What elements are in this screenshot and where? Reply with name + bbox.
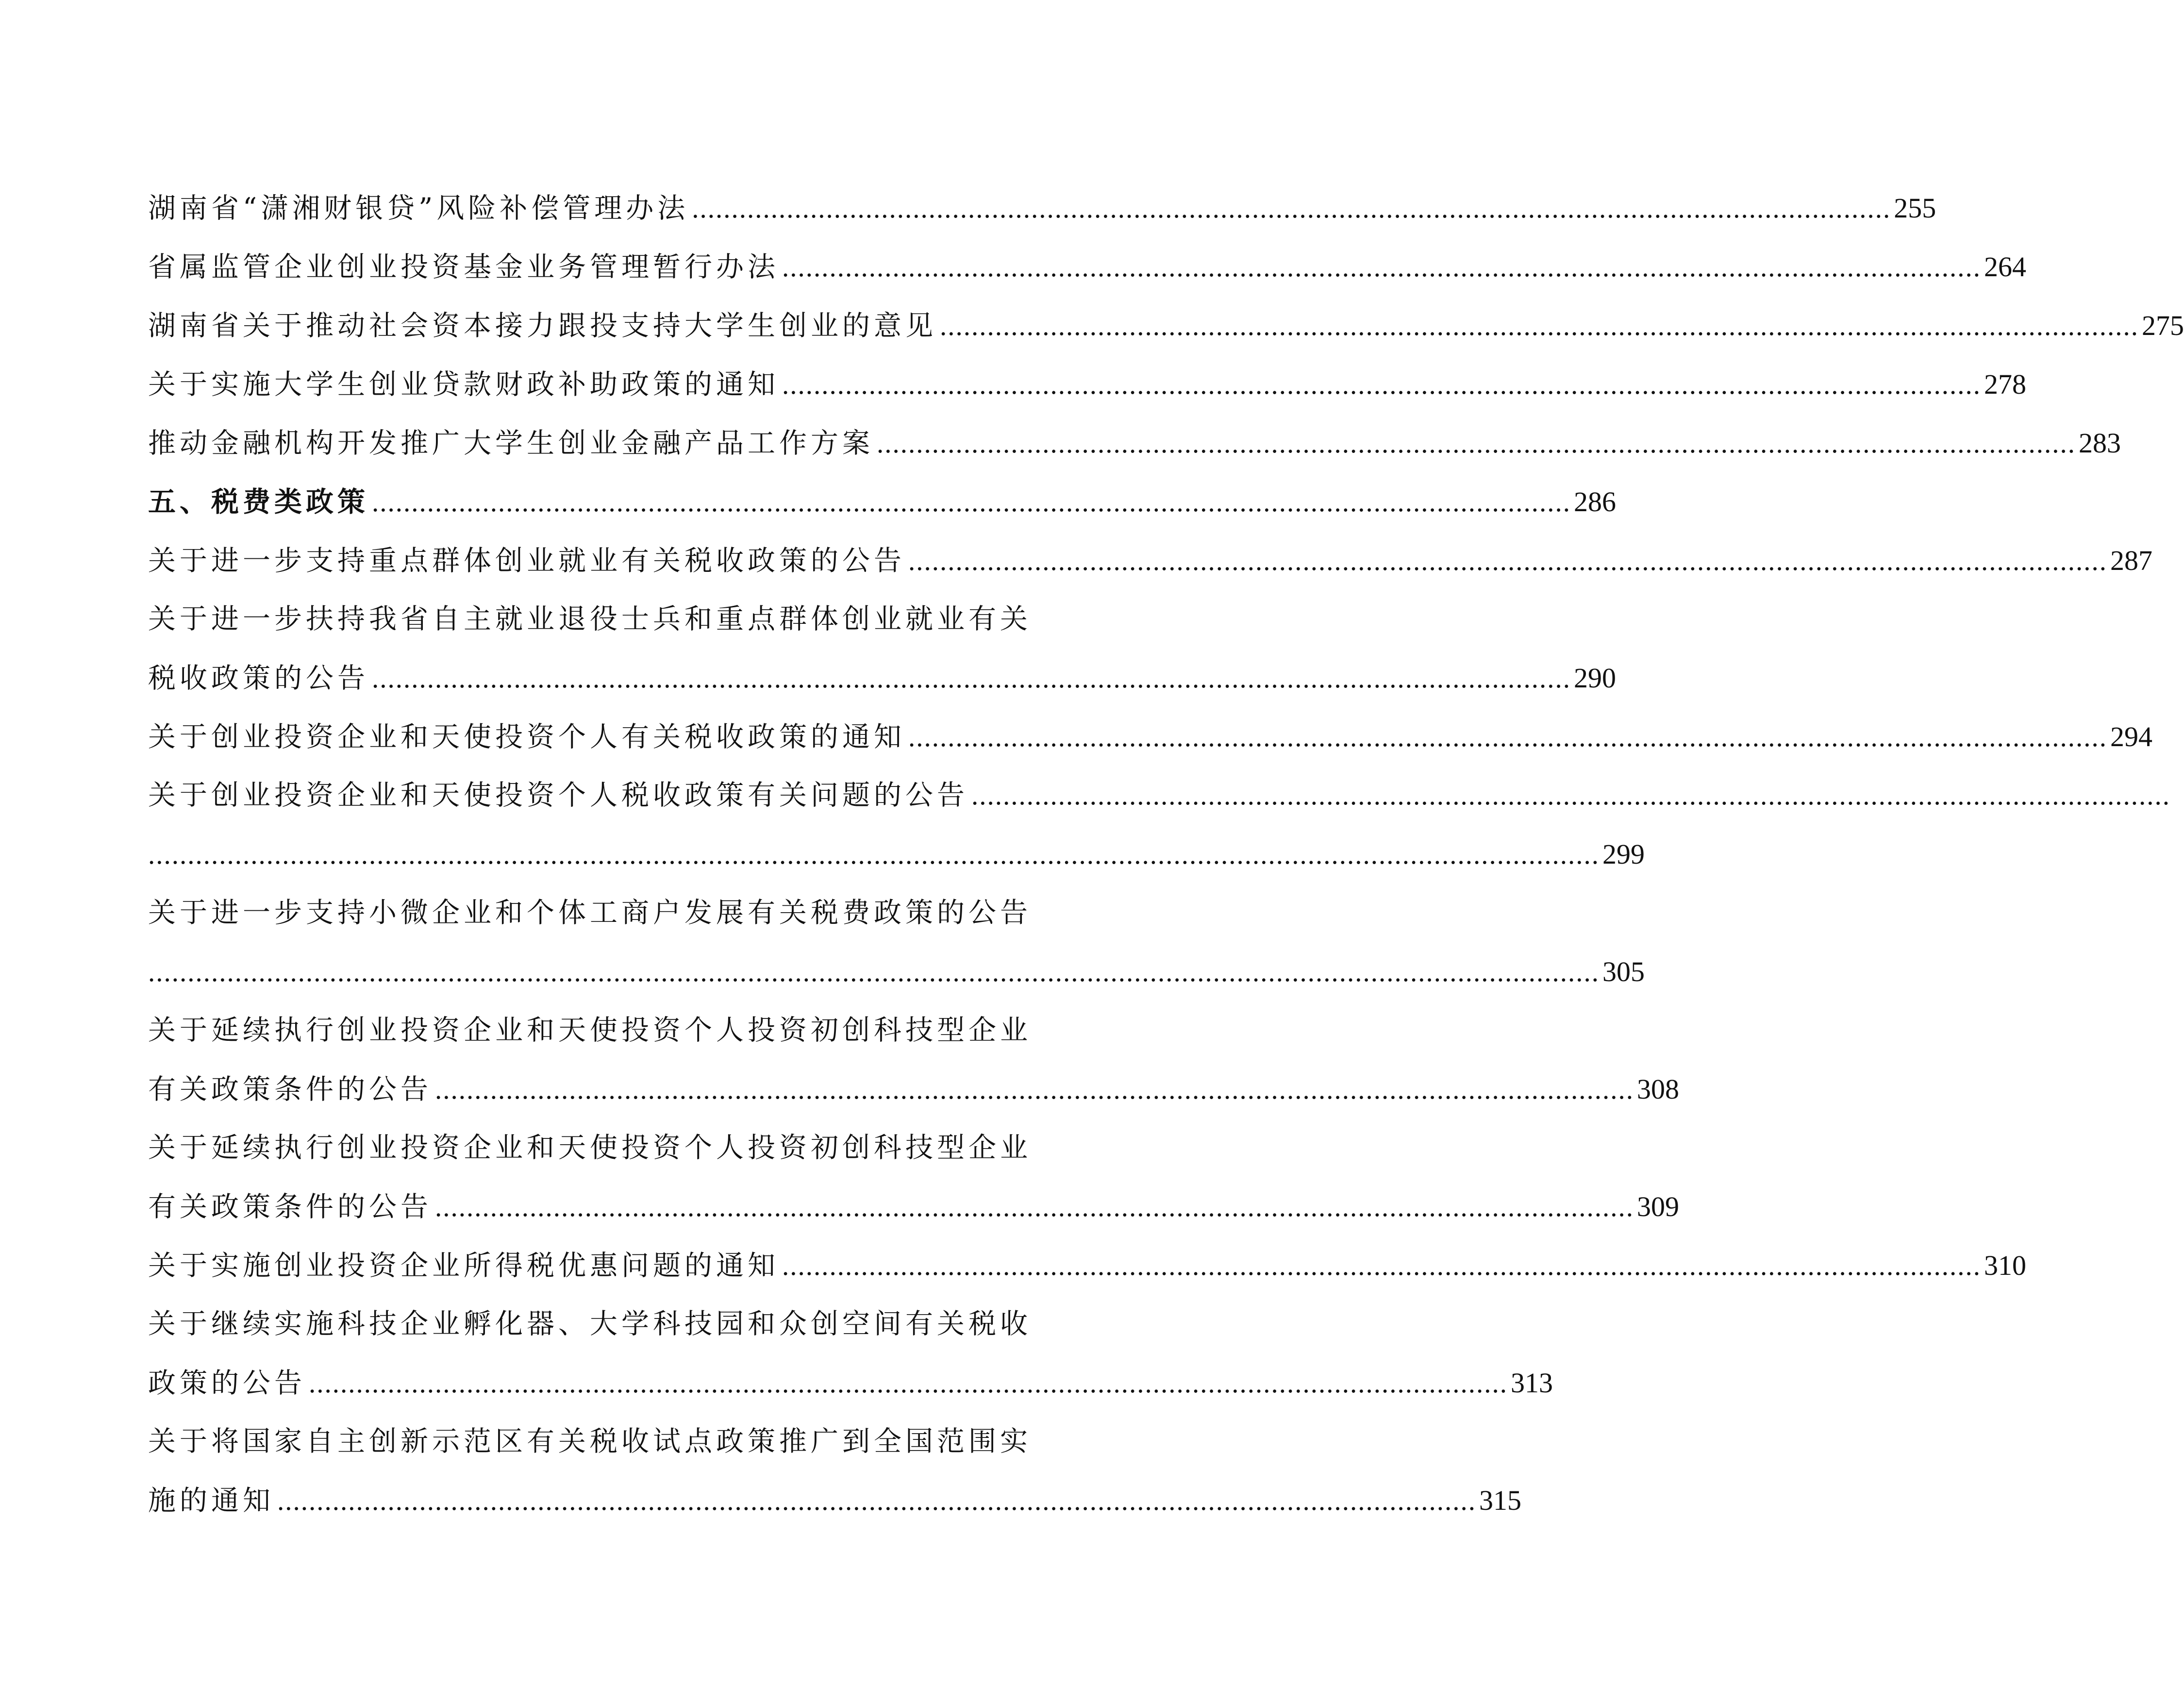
toc-entry[interactable] [148, 531, 2152, 590]
toc-entry-title: 关于实施创业投资企业所得税优惠问题的通知 [148, 1250, 779, 1282]
toc-page-number: 264 [1984, 251, 2026, 283]
toc-entry[interactable] [148, 1177, 1679, 1236]
dot-leader: ........................................................................................................................................................................................ [148, 839, 1600, 870]
dot-leader: ........................................................................................................................................................ [435, 1074, 1634, 1105]
dot-leader: ........................................................................................................................................................................................ [148, 957, 1600, 987]
toc-entry[interactable] [148, 355, 2026, 414]
toc-entry-title-line1[interactable] [148, 766, 2170, 825]
table-of-contents [148, 179, 2184, 1530]
dot-leader: ........................................................................................................................................................ [782, 369, 1981, 400]
toc-entry-title: 有关政策条件的公告 [148, 1073, 432, 1105]
toc-entry-title: 关于实施大学生创业贷款财政补助政策的通知 [148, 368, 779, 401]
toc-entry-title-line1[interactable]: 关于延续执行创业投资企业和天使投资个人投资初创科技型企业 [148, 1014, 1032, 1046]
toc-entry-title: 关于创业投资企业和天使投资个人税收政策有关问题的公告 [148, 779, 968, 811]
toc-section-heading[interactable] [148, 472, 1616, 531]
toc-entry-title-line1[interactable]: 关于延续执行创业投资企业和天使投资个人投资初创科技型企业 [148, 1132, 1032, 1164]
toc-page-number: 310 [1984, 1250, 2026, 1281]
toc-entry-title: 省属监管企业创业投资基金业务管理暂行办法 [148, 251, 779, 283]
dot-leader: ........................................................................................................................................................ [435, 1192, 1634, 1222]
toc-entry[interactable] [148, 1471, 1521, 1530]
dot-leader: ........................................................................................................................................................ [940, 311, 2139, 341]
toc-page-number: 283 [2079, 427, 2121, 459]
dot-leader: ........................................................................................................................................................ [971, 780, 2170, 811]
toc-entry[interactable] [148, 296, 2184, 355]
toc-entry[interactable] [148, 1060, 1679, 1119]
toc-page-number: 294 [2110, 721, 2152, 752]
toc-entry-title-line1[interactable]: 关于进一步扶持我省自主就业退役士兵和重点群体创业就业有关 [148, 603, 1032, 635]
dot-leader: ........................................................................................................................................................ [908, 546, 2107, 576]
dot-leader: ........................................................................................................................................................ [908, 722, 2107, 752]
toc-entry[interactable] [148, 1236, 2026, 1295]
toc-entry[interactable] [148, 237, 2026, 296]
dot-leader: ........................................................................................................................................................ [692, 193, 1891, 224]
toc-entry-title: 推动金融机构开发推广大学生创业金融产品工作方案 [148, 427, 874, 459]
toc-entry[interactable] [148, 649, 1616, 707]
dot-leader: ........................................................................................................................................................ [877, 428, 2076, 459]
dot-leader: ........................................................................................................................................................ [277, 1486, 1476, 1516]
toc-entry-title-line1[interactable]: 关于将国家自主创新示范区有关税收试点政策推广到全国范围实 [148, 1425, 1032, 1457]
toc-entry[interactable] [148, 942, 1645, 1001]
toc-entry-title: 有关政策条件的公告 [148, 1191, 432, 1223]
toc-page-number: 287 [2110, 545, 2152, 576]
toc-page-number: 315 [1479, 1485, 1521, 1516]
dot-leader: ........................................................................................................................................................ [372, 663, 1571, 694]
toc-entry-title: 施的通知 [148, 1485, 274, 1517]
toc-page-number: 275 [2142, 310, 2184, 341]
dot-leader: ........................................................................................................................................................ [782, 1251, 1981, 1281]
toc-page-number: 278 [1984, 368, 2026, 400]
toc-page-number: 313 [1511, 1367, 1553, 1399]
toc-page-number: 305 [1602, 956, 1645, 987]
dot-leader: ........................................................................................................................................................ [372, 487, 1571, 518]
toc-entry[interactable] [148, 825, 1645, 884]
dot-leader: ........................................................................................................................................................ [309, 1368, 1508, 1399]
toc-entry[interactable] [148, 179, 1936, 237]
toc-entry-title: 税收政策的公告 [148, 662, 369, 694]
toc-page-number: 290 [1574, 662, 1616, 694]
toc-section-title: 五、税费类政策 [148, 486, 369, 518]
toc-entry[interactable] [148, 414, 2121, 472]
toc-entry[interactable] [148, 707, 2152, 766]
toc-entry-title: 政策的公告 [148, 1367, 306, 1399]
toc-entry[interactable] [148, 1353, 1553, 1412]
toc-entry-title-line1[interactable]: 关于继续实施科技企业孵化器、大学科技园和众创空间有关税收 [148, 1308, 1032, 1340]
toc-entry-title: 关于创业投资企业和天使投资个人有关税收政策的通知 [148, 721, 905, 753]
toc-page-number: 255 [1894, 192, 1936, 224]
toc-page-number: 308 [1637, 1073, 1679, 1105]
toc-page-number: 299 [1602, 838, 1645, 870]
toc-entry-title: 湖南省关于推动社会资本接力跟投支持大学生创业的意见 [148, 310, 937, 342]
toc-entry-title: 关于进一步支持重点群体创业就业有关税收政策的公告 [148, 545, 905, 577]
dot-leader: ........................................................................................................................................................ [782, 252, 1981, 283]
toc-entry-title: 湖南省“潇湘财银贷”风险补偿管理办法 [148, 192, 689, 224]
toc-page-number: 309 [1637, 1191, 1679, 1222]
toc-entry-title-line1[interactable]: 关于进一步支持小微企业和个体工商户发展有关税费政策的公告 [148, 897, 1032, 929]
toc-page-number: 286 [1574, 486, 1616, 518]
